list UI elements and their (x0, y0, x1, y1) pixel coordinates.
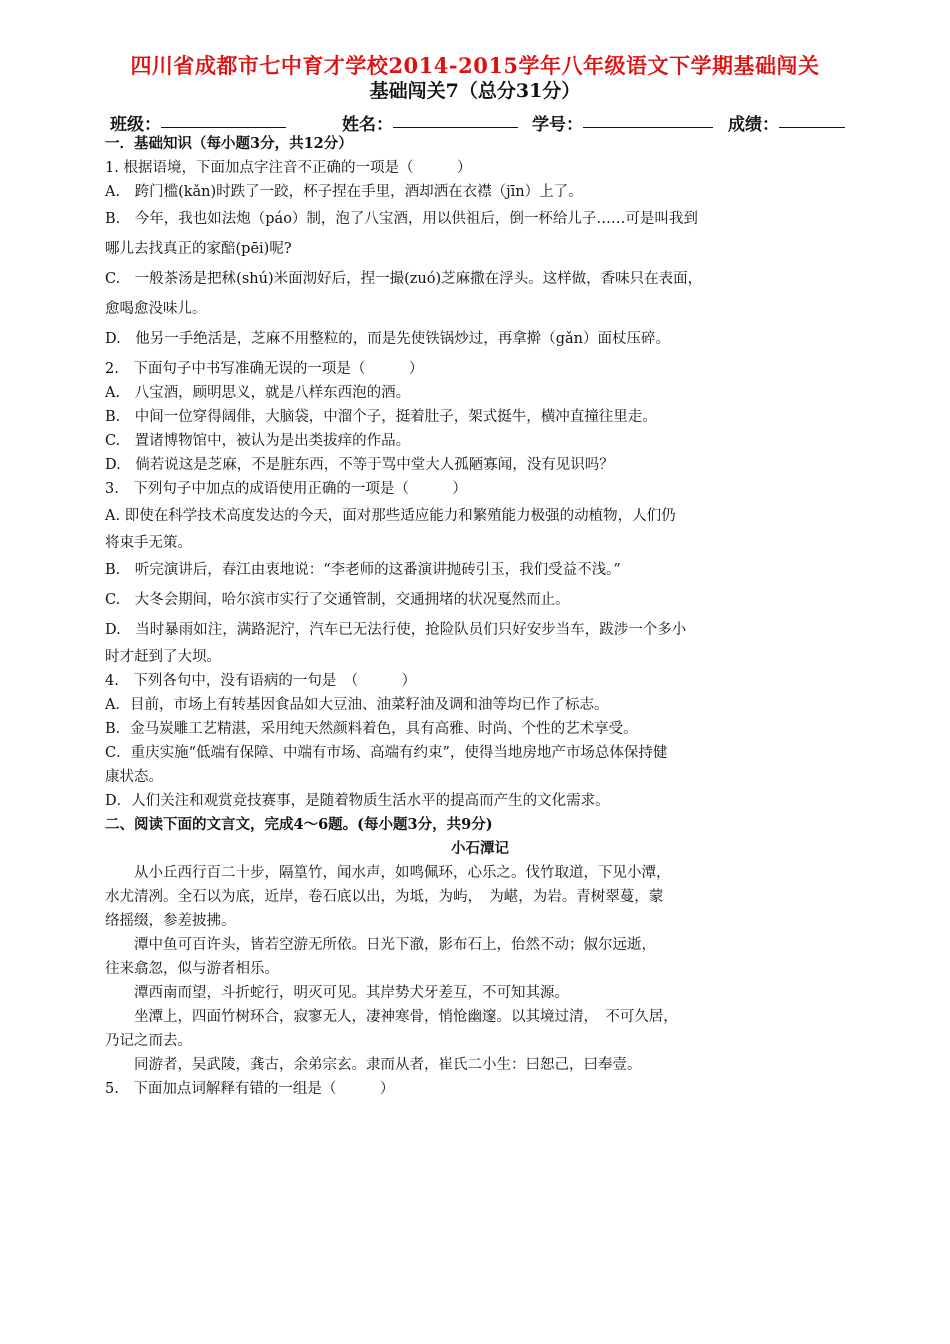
number-label: 学号： (532, 115, 583, 135)
q3-option-a-cont: 将束手无策。 (105, 535, 192, 551)
passage-paragraph-2: 潭中鱼可百许头，皆若空游无所依。日光下澈，影布石上，佁然不动；俶尔远逝， (134, 937, 656, 953)
q3-stem: 3. 下列句子中加点的成语使用正确的一项是（ ） (105, 481, 467, 497)
q2-option-c: C. 置诸博物馆中，被认为是出类拔痒的作品。 (105, 433, 411, 449)
number-blank (583, 110, 713, 128)
q1-option-c: C. 一般茶汤是把秫(shú)米面沏好后，捏一撮(zuó)芝麻撒在浮头。这样做，香味只在表面， (105, 271, 703, 287)
name-blank (393, 110, 518, 128)
name-label: 姓名： (342, 115, 393, 135)
passage-title: 小石潭记 (451, 841, 509, 857)
q4-option-c: C．重庆实施“低端有保障、中端有市场、高端有约束”，使得当地房地产市场总体保持健 (105, 745, 668, 761)
q1-option-d: D. 他另一手绝活是，芝麻不用整粒的，而是先使铁锅炒过，再拿擀（gǎn）面杖压碎。 (105, 331, 670, 347)
passage-paragraph-5: 同游者，吴武陵，龚古，余弟宗玄。隶而从者，崔氏二小生：曰恕己，曰奉壹。 (134, 1057, 642, 1073)
passage-paragraph-4-line-2: 乃记之而去。 (105, 1033, 192, 1049)
q4-option-a: A．目前，市场上有转基因食品如大豆油、油菜籽油及调和油等均已作了标志。 (105, 697, 609, 713)
q4-option-c-cont: 康状态。 (105, 769, 163, 785)
q3-option-b: B. 听完演讲后，春江由衷地说：“李老师的这番演讲抛砖引玉，我们受益不浅。” (105, 562, 621, 578)
q1-option-c-cont: 愈喝愈没味儿。 (105, 301, 207, 317)
q1-stem: 1. 根据语境，下面加点字注音不正确的一项是（ ） (105, 160, 472, 176)
score-blank (779, 110, 845, 128)
passage-paragraph-3: 潭西南而望，斗折蛇行，明灭可见。其岸势犬牙差互，不可知其源。 (134, 985, 569, 1001)
q3-option-a: A. 即使在科学技术高度发达的今天，面对那些适应能力和繁殖能力极强的动植物，人们仍 (105, 508, 676, 524)
q4-option-b: B．金马炭雕工艺精湛，采用纯天然颜料着色，具有高雅、时尚、个性的艺术享受。 (105, 721, 638, 737)
q2-option-a: A. 八宝酒，顾明思义，就是八样东西泡的酒。 (105, 385, 411, 401)
q3-option-d: D. 当时暴雨如注，满路泥泞，汽车已无法行使，抢险队员们只好安步当车，跋涉一个多小 (105, 622, 687, 638)
q2-stem: 2. 下面句子中书写准确无误的一项是（ ） (105, 361, 424, 377)
q4-option-d: D．人们关注和观赏竞技赛事，是随着物质生活水平的提高而产生的文化需求。 (105, 793, 610, 809)
section-1-heading: 一．基础知识（每小题3分，共12分） (105, 135, 353, 152)
document-title: 四川省成都市七中育才学校2014-2015学年八年级语文下学期基础闯关 (130, 53, 820, 78)
q3-option-d-cont: 时才赶到了大坝。 (105, 649, 221, 665)
passage-paragraph-4: 坐潭上，四面竹树环合，寂寥无人，凄神寒骨，悄怆幽邃。以其境过清， 不可久居， (134, 1009, 678, 1025)
q5-stem: 5. 下面加点词解释有错的一组是（ ） (105, 1081, 395, 1097)
passage-paragraph-1-line-2: 水尤清冽。全石以为底，近岸，卷石底以出，为坻，为屿， 为嵁，为岩。青树翠蔓，蒙 (105, 889, 664, 905)
q1-option-b: B. 今年，我也如法炮（páo）制，泡了八宝酒，用以供祖后，倒一杯给儿子……可是叫我到 (105, 211, 698, 227)
exam-content (105, 132, 855, 1101)
passage-paragraph-1-line-3: 络摇缀，参差披拂。 (105, 913, 236, 929)
q3-option-c: C. 大冬会期间，哈尔滨市实行了交通管制，交通拥堵的状况戛然而止。 (105, 592, 570, 608)
document-subtitle: 基础闯关7（总分31分） (369, 80, 581, 102)
class-blank (161, 110, 286, 128)
section-2-heading: 二、阅读下面的文言文，完成4～6题。(每小题3分，共9分) (105, 816, 493, 833)
score-label: 成绩： (728, 115, 779, 135)
passage-paragraph-1: 从小丘西行百二十步，隔篁竹，闻水声，如鸣佩环，心乐之。伐竹取道，下见小潭， (134, 865, 671, 881)
q2-option-b: B. 中间一位穿得阔俳，大脑袋，中溜个子，挺着肚子，架式挺牛，横冲直撞往里走。 (105, 409, 657, 425)
passage-paragraph-2-line-2: 往来翕忽，似与游者相乐。 (105, 961, 279, 977)
q1-option-a: A. 跨门槛(kǎn)时跌了一跤，杯子捏在手里，酒却洒在衣襟（jīn）上了。 (105, 184, 583, 200)
q2-option-d: D. 倘若说这是芝麻，不是脏东西，不等于骂中堂大人孤陋寡闻，没有见识吗？ (105, 457, 614, 473)
class-label: 班级： (110, 115, 161, 135)
q1-option-b-cont: 哪儿去找真正的家醅(pēi)呢? (105, 241, 292, 257)
q4-stem: 4. 下列各句中，没有语病的一句是 （ ） (105, 673, 417, 689)
